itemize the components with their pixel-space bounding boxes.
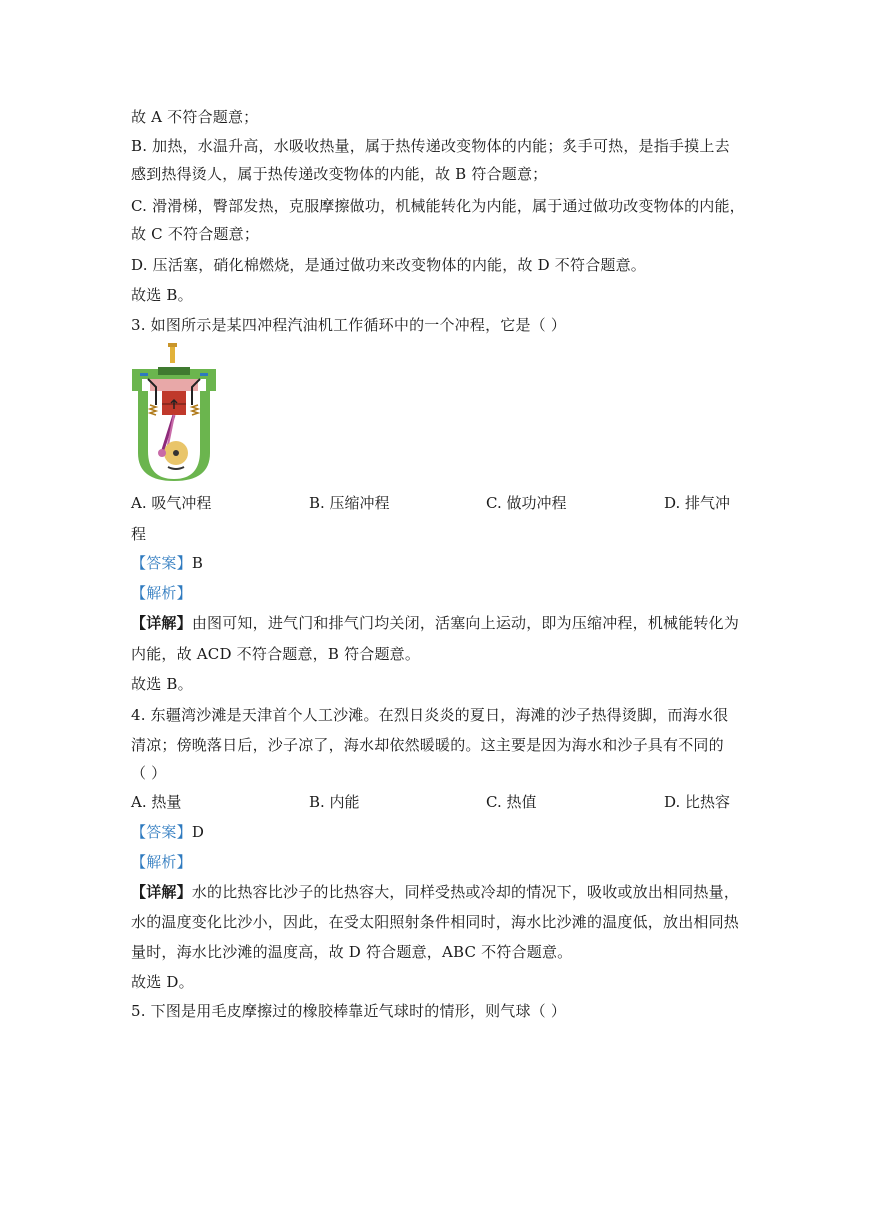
option-d-wrap: 程	[131, 525, 147, 543]
option-b: B. 内能	[309, 793, 360, 811]
detail-text: 水的比热容比沙子的比热容大，同样受热或冷却的情况下，吸收或放出相同热量，	[191, 883, 740, 901]
paragraph: 故 C 不符合题意；	[131, 225, 260, 243]
paragraph: B. 加热，水温升高，水吸收热量，属于热传递改变物体的内能；炙手可热，是指手摸上去	[131, 137, 730, 155]
option-c: C. 热值	[486, 793, 537, 811]
option-a: A. 吸气冲程	[131, 494, 212, 512]
answer-tag: 【答案】	[131, 823, 192, 841]
option-a: A. 热量	[131, 793, 182, 811]
analysis-tag: 【解析】	[131, 853, 192, 871]
detail-line	[131, 882, 739, 902]
paragraph: 故 A 不符合题意；	[131, 108, 259, 126]
question-3-stem: 3. 如图所示是某四冲程汽油机工作循环中的一个冲程，它是（ ）	[131, 316, 567, 334]
answer-tag: 【答案】	[131, 554, 192, 572]
question-4-stem: 4. 东疆湾沙滩是天津首个人工沙滩。在烈日炎炎的夏日，海滩的沙子热得烫脚，而海水很	[131, 706, 729, 724]
paragraph: 感到热得烫人，属于热传递改变物体的内能，故 B 符合题意；	[131, 165, 548, 183]
analysis-tag: 【解析】	[131, 584, 192, 602]
conclusion: 故选 D。	[131, 973, 194, 991]
detail-text: 内能，故 ACD 不符合题意，B 符合题意。	[131, 645, 421, 663]
answer-value: B	[191, 554, 204, 572]
answer-value: D	[191, 823, 205, 841]
engine-compression-stroke-diagram	[128, 343, 220, 481]
detail-tag: 【详解】	[131, 614, 192, 632]
question-4-stem: （ ）	[131, 764, 167, 782]
paragraph: 故选 B。	[131, 286, 193, 304]
conclusion: 故选 B。	[131, 675, 193, 693]
option-d: D. 排气冲	[664, 494, 731, 512]
option-c: C. 做功冲程	[486, 494, 567, 512]
detail-text: 量时，海水比沙滩的温度高，故 D 符合题意，ABC 不符合题意。	[131, 943, 573, 961]
question-4-stem: 清凉；傍晚落日后，沙子凉了，海水却依然暖暖的。这主要是因为海水和沙子具有不同的	[131, 736, 724, 754]
answer-line	[131, 553, 203, 573]
detail-text: 由图可知，进气门和排气门均关闭，活塞向上运动，即为压缩冲程，机械能转化为	[191, 614, 740, 632]
detail-text: 水的温度变化比沙小，因此，在受太阳照射条件相同时，海水比沙滩的温度低，放出相同热	[131, 913, 740, 931]
option-d: D. 比热容	[664, 793, 731, 811]
question-5-stem: 5. 下图是用毛皮摩擦过的橡胶棒靠近气球时的情形，则气球（ ）	[131, 1002, 567, 1020]
detail-line	[131, 613, 739, 633]
detail-tag: 【详解】	[131, 883, 192, 901]
paragraph: D. 压活塞，硝化棉燃烧，是通过做功来改变物体的内能，故 D 不符合题意。	[131, 256, 646, 274]
option-b: B. 压缩冲程	[309, 494, 390, 512]
paragraph: C. 滑滑梯，臀部发热，克服摩擦做功，机械能转化为内能，属于通过做功改变物体的内能，	[131, 197, 745, 215]
answer-line	[131, 822, 204, 842]
